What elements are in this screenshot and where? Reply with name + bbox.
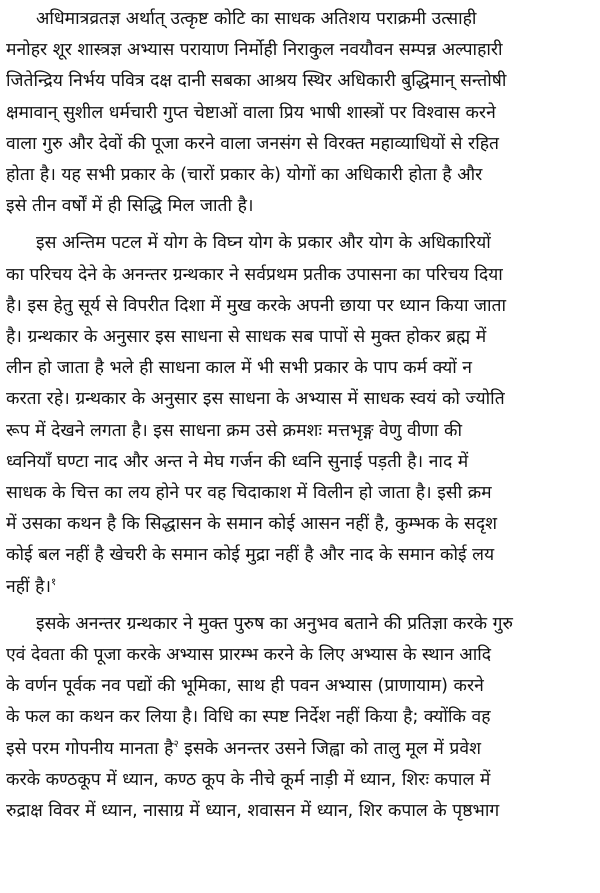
- text-line: करके कण्ठकूप में ध्यान, कण्ठ कूप के नीचे कूर्म नाड़ी में ध्यान, शिरः कपाल में: [6, 769, 491, 790]
- text-line: क्षमावान् सुशील धर्मचारी गुप्त चेष्टाओं वाला प्रिय भाषी शास्त्रों पर विश्वास करने: [6, 102, 496, 123]
- text-line: जितेन्द्रिय निर्भय पवित्र दक्ष दानी सबका आश्रय स्थिर अधिकारी बुद्धिमान् सन्तोषी: [6, 71, 507, 92]
- paragraph-2: [6, 228, 594, 602]
- text-line: साधक के चित्त का लय होने पर वह चिदाकाश में विलीन हो जाता है। इसी क्रम: [6, 483, 492, 504]
- text-line-content: इसे परम गोपनीय मानता है: [6, 738, 174, 759]
- text-line: है। इस हेतु सूर्य से विपरीत दिशा में मुख करके अपनी छाया पर ध्यान किया जाता: [6, 295, 507, 316]
- text-line: लीन हो जाता है भले ही साधना काल में भी सभी प्रकार के पाप कर्म क्यों न: [6, 358, 473, 379]
- paragraph-3: [6, 609, 594, 827]
- text-line: रूप में देखने लगता है। इस साधना क्रम उसे क्रमशः मत्तभृङ्ग वेणु वीणा की: [6, 420, 462, 441]
- text-line: के फल का कथन कर लिया है। विधि का स्पष्ट निर्देश नहीं किया है; क्योंकि वह: [6, 707, 491, 728]
- text-line: एवं देवता की पूजा करके अभ्यास प्रारम्भ करने के लिए अभ्यास के स्थान आदि: [6, 645, 492, 666]
- text-line: में उसका कथन है कि सिद्धासन के समान कोई आसन नहीं है, कुम्भक के सदृश: [6, 514, 498, 535]
- footnote-mark: १: [51, 576, 57, 588]
- text-line: ध्वनियाँ घण्टा नाद और अन्त ने मेघ गर्जन की ध्वनि सुनाई पड़ती है। नाद में: [6, 451, 469, 472]
- text-line: वाला गुरु और देवों की पूजा करने वाला जनसंग से विरक्त महाव्याधियों से रहित: [6, 133, 500, 154]
- text-line: रुद्राक्ष विवर में ध्यान, नासाग्र में ध्यान, शवासन में ध्यान, शिर कपाल के पृष्ठभाग: [6, 801, 500, 822]
- text-line: इस अन्तिम पटल में योग के विघ्न योग के प्रकार और योग के अधिकारियों: [36, 233, 491, 254]
- text-line: मनोहर शूर शास्त्रज्ञ अभ्यास परायाण निर्मोही निराकुल नवयौवन सम्पन्न अल्पाहारी: [6, 40, 503, 61]
- footnote-mark: २: [173, 738, 179, 750]
- text-line: कोई बल नहीं है खेचरी के समान कोई मुद्रा नहीं है और नाद के समान कोई लय: [6, 545, 495, 566]
- text-line: का परिचय देने के अनन्तर ग्रन्थकार ने सर्वप्रथम प्रतीक उपासना का परिचय दिया: [6, 264, 503, 285]
- text-line-content: नहीं है।: [6, 576, 52, 597]
- paragraph-1: [6, 4, 594, 222]
- text-line: इसके अनन्तर ग्रन्थकार ने मुक्त पुरुष का अनुभव बताने की प्रतिज्ञा करके गुरु: [36, 613, 513, 634]
- text-line-continuation: इसके अनन्तर उसने जिह्वा को तालु मूल में प्रवेश: [178, 738, 482, 759]
- text-line: [6, 734, 594, 765]
- text-line: इसे तीन वर्षों में ही सिद्धि मिल जाती है।: [6, 196, 254, 217]
- text-line: है। ग्रन्थकार के अनुसार इस साधना से साधक सब पापों से मुक्त होकर ब्रह्म में: [6, 327, 487, 348]
- text-line: के वर्णन पूर्वक नव पद्यों की भूमिका, साथ ही पवन अभ्यास (प्राणायाम) करने: [6, 676, 484, 697]
- text-line: [6, 572, 594, 603]
- text-line: करता रहे। ग्रन्थकार के अनुसार इस साधना के अभ्यास में साधक स्वयं को ज्योति: [6, 389, 505, 410]
- text-line: अधिमात्रव्रतज्ञ अर्थात् उत्कृष्ट कोटि का साधक अतिशय पराक्रमी उत्साही: [36, 9, 477, 29]
- text-line: होता है। यह सभी प्रकार के (चारों प्रकार के) योगों का अधिकारी होता है और: [6, 165, 483, 186]
